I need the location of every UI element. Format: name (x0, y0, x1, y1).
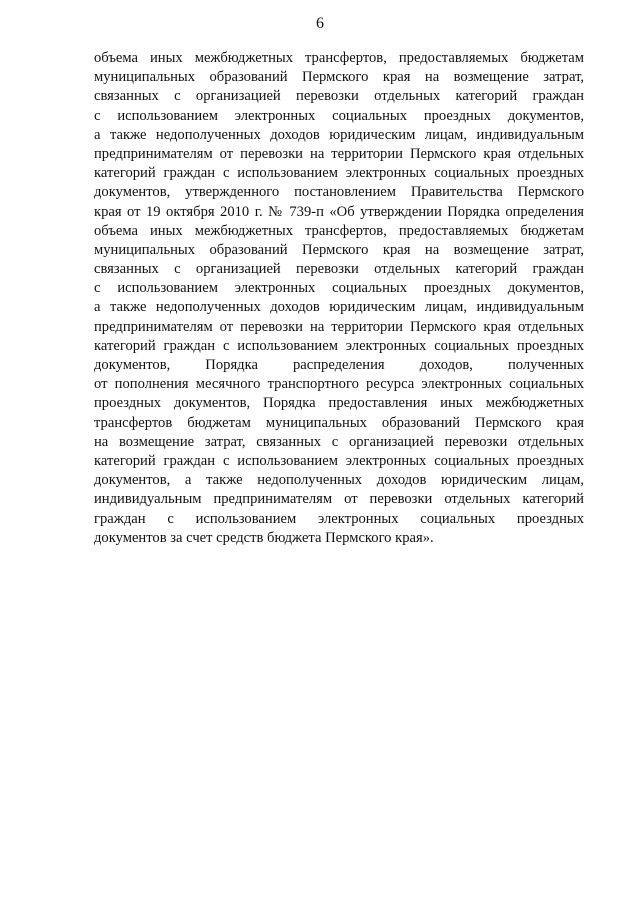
text-line: муниципальных образований Пермского края на возмещение затрат, (94, 69, 584, 86)
text-line: граждан с использованием электронных социальных проездных (94, 510, 584, 527)
text-line: проездных документов, Порядка предоставления иных межбюджетных (94, 395, 584, 412)
text-line: а также недополученных доходов юридическим лицам, индивидуальным (94, 299, 584, 316)
text-line: связанных с организацией перевозки отдельных категорий граждан (94, 261, 584, 278)
text-line: от пополнения месячного транспортного ресурса электронных социальных (94, 376, 584, 393)
text-line: трансфертов бюджетам муниципальных образований Пермского края (94, 414, 584, 431)
text-line: края от 19 октября 2010 г. № 739-п «Об утверждении Порядка определения (94, 203, 584, 220)
text-line: на возмещение затрат, связанных с организацией перевозки отдельных (94, 433, 584, 450)
text-line: индивидуальным предпринимателям от перевозки отдельных категорий (94, 491, 584, 508)
body-paragraph (94, 49, 584, 548)
text-line: документов, а также недополученных доходов юридическим лицам, (94, 472, 584, 489)
text-line: категорий граждан с использованием электронных социальных проездных (94, 165, 584, 182)
text-line: документов, Порядка распределения доходов, полученных (94, 357, 584, 373)
text-line: объема иных межбюджетных трансфертов, предоставляемых бюджетам (94, 50, 584, 66)
text-line: а также недополученных доходов юридическим лицам, индивидуальным (94, 126, 584, 143)
text-line: объема иных межбюджетных трансфертов, предоставляемых бюджетам (94, 222, 584, 239)
text-line: связанных с организацией перевозки отдельных категорий граждан (94, 88, 584, 105)
text-line: предпринимателям от перевозки на территории Пермского края отдельных (94, 145, 584, 162)
page-number: 6 (316, 15, 324, 32)
text-line: категорий граждан с использованием электронных социальных проездных (94, 337, 584, 354)
text-line: с использованием электронных социальных проездных документов, (94, 107, 584, 124)
text-line: документов за счет средств бюджета Пермского края». (94, 529, 434, 546)
text-line: категорий граждан с использованием электронных социальных проездных (94, 452, 584, 469)
text-line: с использованием электронных социальных проездных документов, (94, 280, 584, 297)
text-line: муниципальных образований Пермского края на возмещение затрат, (94, 241, 584, 258)
text-line: предпринимателям от перевозки на территории Пермского края отдельных (94, 318, 584, 335)
text-line: документов, утвержденного постановлением Правительства Пермского (94, 184, 584, 201)
